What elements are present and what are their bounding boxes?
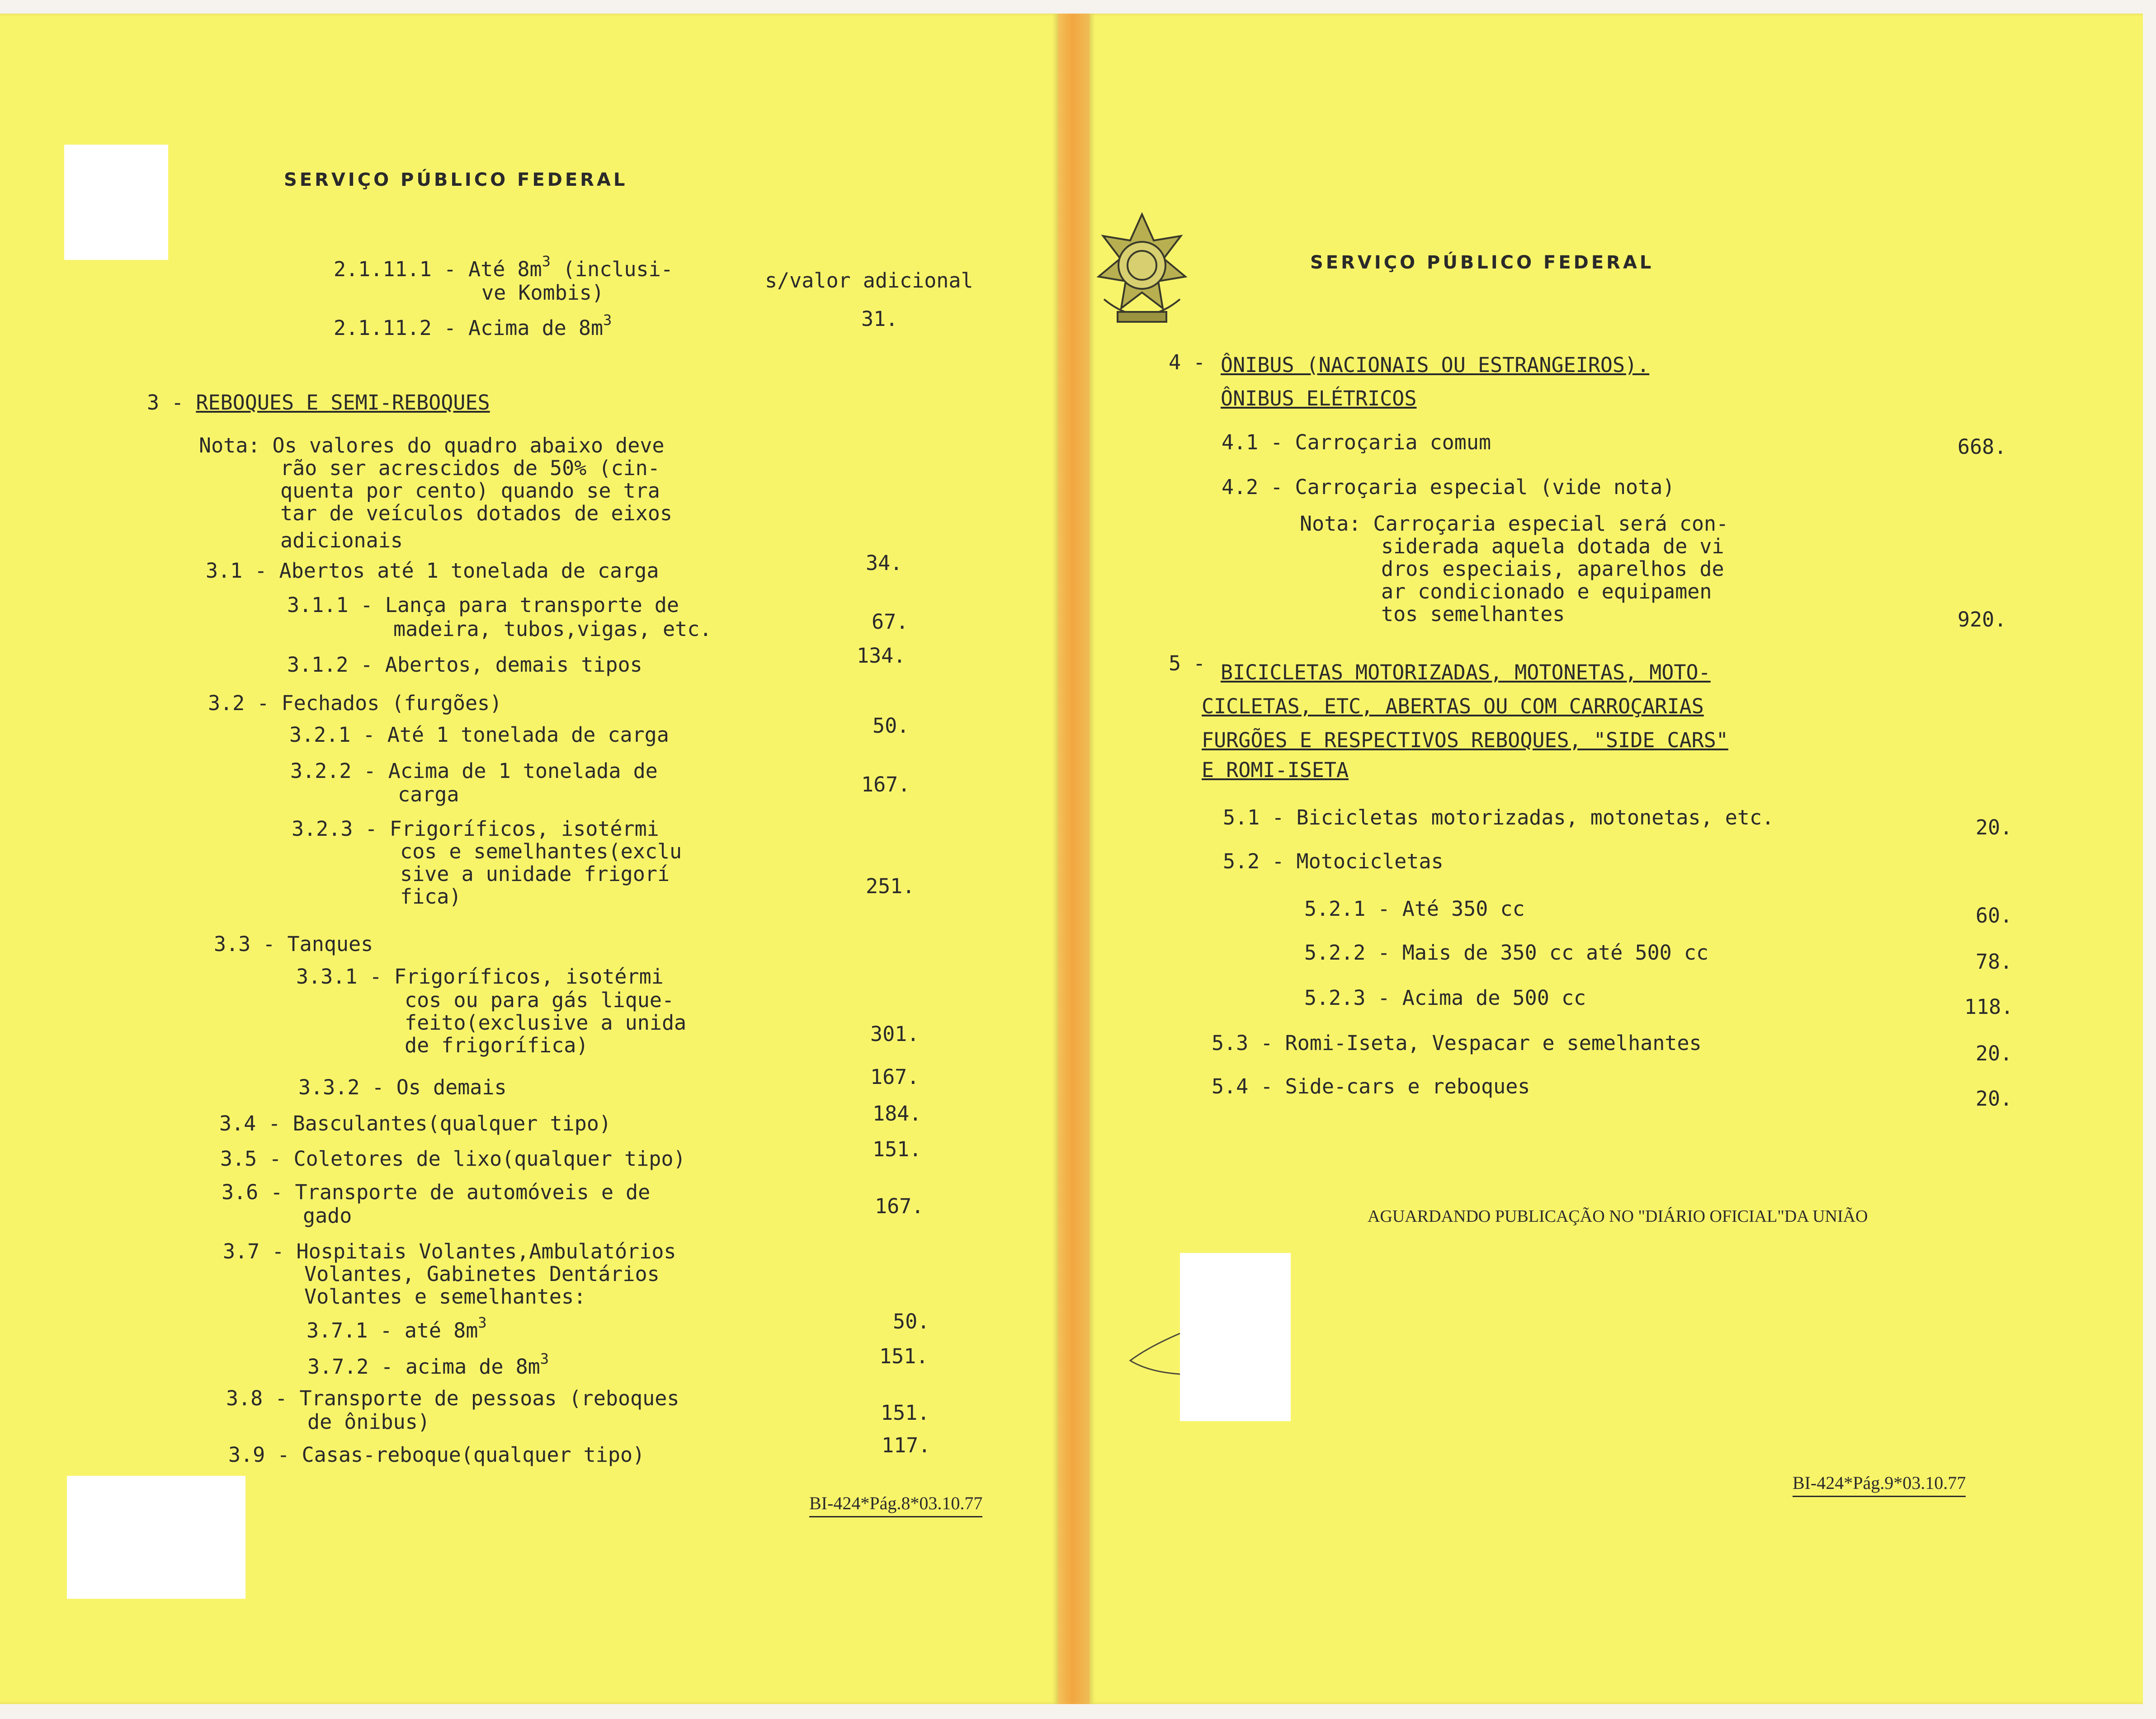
- item-3-8: 3.8 - Transporte de pessoas (reboques: [226, 1386, 679, 1410]
- row-text: 2.1.11.1 - Até 8m: [334, 257, 542, 281]
- section-4-title: ÔNIBUS (NACIONAIS OU ESTRANGEIROS).: [1221, 353, 1650, 377]
- item-value: 67.: [872, 610, 909, 634]
- item-text: 3.7.2 - acima de 8m: [307, 1355, 540, 1379]
- coat-of-arms-icon: [1086, 209, 1198, 331]
- item-3-3: 3.3 - Tanques: [214, 932, 373, 956]
- row-text: (inclusi-: [550, 257, 673, 281]
- item-3-7-1: [307, 1314, 487, 1344]
- item-value: 78.: [1976, 950, 2013, 974]
- item-3-2-1: 3.2.1 - Até 1 tonelada de carga: [289, 723, 669, 747]
- nota-line: rão ser acrescidos de 50% (cin-: [280, 456, 660, 480]
- item-4-1: 4.1 - Carroçaria comum: [1222, 430, 1491, 454]
- section-4-number: 4 -: [1169, 350, 1206, 374]
- superscript: 3: [542, 253, 551, 270]
- item-3-3-2: 3.3.2 - Os demais: [298, 1075, 507, 1099]
- redaction-box: [1180, 1253, 1291, 1421]
- item-3-7: 3.7 - Hospitais Volantes,Ambulatórios: [223, 1239, 676, 1263]
- section-3-title: [147, 391, 490, 414]
- nota-line: adicionais: [280, 528, 403, 552]
- nota-line: quenta por cento) quando se tra: [280, 479, 660, 503]
- item-3-2-2: 3.2.2 - Acima de 1 tonelada de: [290, 759, 658, 783]
- item-3-7-cont: Volantes, Gabinetes Dentários: [304, 1262, 660, 1286]
- item-value: 118.: [1964, 995, 2014, 1019]
- item-3-3-1-cont: cos ou para gás lique-: [405, 988, 675, 1012]
- item-3-5: 3.5 - Coletores de lixo(qualquer tipo): [220, 1147, 686, 1171]
- nota-line: siderada aquela dotada de vi: [1381, 534, 1724, 558]
- item-3-3-1: 3.3.1 - Frigoríficos, isotérmi: [296, 965, 664, 989]
- item-4-2: 4.2 - Carroçaria especial (vide nota): [1222, 475, 1675, 499]
- item-value: 301.: [870, 1022, 920, 1046]
- item-text: 3.7.1 - até 8m: [307, 1319, 478, 1342]
- item-3-3-1-cont: de frigorífica): [405, 1033, 589, 1057]
- page-header: SERVIÇO PÚBLICO FEDERAL: [1310, 252, 1654, 273]
- item-5-2: 5.2 - Motocicletas: [1223, 849, 1444, 873]
- item-value: 50.: [893, 1309, 930, 1333]
- row-text: 2.1.11.2 - Acima de 8m: [334, 316, 604, 340]
- nota-line: tar de veículos dotados de eixos: [280, 501, 672, 525]
- nota-line: dros especiais, aparelhos de: [1381, 557, 1724, 581]
- page-footer: BI-424*Pág.9*03.10.77: [1793, 1471, 1966, 1497]
- item-3-2-3: 3.2.3 - Frigoríficos, isotérmi: [292, 817, 659, 841]
- row-value: 31.: [861, 307, 898, 331]
- item-value: 20.: [1976, 1087, 2013, 1111]
- row-2-1-11-1: [334, 253, 673, 283]
- item-3-1: 3.1 - Abertos até 1 tonelada de carga: [206, 559, 659, 583]
- item-3-1-1-cont: madeira, tubos,vigas, etc.: [393, 617, 712, 641]
- item-value: 34.: [866, 551, 903, 575]
- item-value: 920.: [1958, 608, 2007, 631]
- redaction-box: [64, 145, 168, 260]
- item-5-2-3: 5.2.3 - Acima de 500 cc: [1304, 986, 1586, 1010]
- item-3-2-2-cont: carga: [398, 782, 459, 806]
- item-value: 167.: [875, 1194, 924, 1218]
- section-5-number: 5 -: [1169, 651, 1206, 675]
- section-5-title: E ROMI-ISETA: [1202, 758, 1349, 782]
- item-3-9: 3.9 - Casas-reboque(qualquer tipo): [228, 1443, 645, 1467]
- row-2-1-11-2: [334, 311, 612, 342]
- item-value: 167.: [870, 1065, 920, 1089]
- item-3-2-3-cont: fica): [400, 885, 462, 909]
- item-3-6-cont: gado: [303, 1204, 352, 1228]
- item-3-3-1-cont: feito(exclusive a unida: [405, 1011, 687, 1035]
- item-3-2: 3.2 - Fechados (furgões): [208, 691, 502, 715]
- superscript: 3: [540, 1350, 549, 1367]
- page-footer: BI-424*Pág.8*03.10.77: [809, 1492, 982, 1517]
- section-4-title: ÔNIBUS ELÉTRICOS: [1221, 386, 1417, 410]
- item-5-2-2: 5.2.2 - Mais de 350 cc até 500 cc: [1304, 941, 1709, 965]
- item-value: 20.: [1976, 815, 2013, 839]
- signature-stroke: [1121, 1329, 1184, 1379]
- item-5-1: 5.1 - Bicicletas motorizadas, motonetas, etc.: [1223, 805, 1774, 829]
- item-3-6: 3.6 - Transporte de automóveis e de: [222, 1180, 651, 1204]
- item-value: 151.: [873, 1137, 922, 1161]
- row-2-1-11-1-cont: ve Kombis): [481, 281, 604, 305]
- item-5-4: 5.4 - Side-cars e reboques: [1212, 1074, 1530, 1098]
- nota-line: Nota: Carroçaria especial será con-: [1300, 512, 1729, 536]
- nota-line: Nota: Os valores do quadro abaixo deve: [199, 433, 665, 457]
- section-5-title: CICLETAS, ETC, ABERTAS OU COM CARROÇARIAS: [1202, 694, 1704, 718]
- item-value: 167.: [861, 772, 911, 796]
- item-3-8-cont: de ônibus): [307, 1410, 430, 1434]
- nota-line: ar condicionado e equipamen: [1381, 579, 1712, 603]
- item-value: 60.: [1976, 904, 2013, 928]
- item-value: 117.: [882, 1433, 931, 1457]
- item-5-3: 5.3 - Romi-Iseta, Vespacar e semelhantes: [1212, 1031, 1702, 1055]
- section-5-title: FURGÕES E RESPECTIVOS REBOQUES, "SIDE CARS": [1202, 728, 1728, 752]
- item-3-7-2: [307, 1350, 549, 1380]
- item-3-4: 3.4 - Basculantes(qualquer tipo): [219, 1111, 611, 1135]
- publication-notice: AGUARDANDO PUBLICAÇÃO NO "DIÁRIO OFICIAL"DA UNIÃO: [1368, 1207, 1868, 1226]
- superscript: 3: [478, 1314, 487, 1331]
- section-5-title: BICICLETAS MOTORIZADAS, MOTONETAS, MOTO-: [1221, 660, 1711, 684]
- nota-line: tos semelhantes: [1381, 602, 1565, 626]
- item-value: 251.: [866, 874, 915, 898]
- item-value: 151.: [879, 1344, 929, 1368]
- item-5-2-1: 5.2.1 - Até 350 cc: [1304, 897, 1525, 921]
- item-3-7-cont: Volantes e semelhantes:: [304, 1285, 586, 1309]
- row-value: s/valor adicional: [765, 268, 973, 292]
- page-header: SERVIÇO PÚBLICO FEDERAL: [284, 170, 628, 190]
- item-value: 134.: [857, 644, 906, 668]
- item-3-2-3-cont: cos e semelhantes(exclu: [400, 839, 682, 863]
- item-3-2-3-cont: sive a unidade frigorí: [400, 862, 670, 886]
- item-value: 668.: [1958, 435, 2007, 459]
- item-value: 20.: [1976, 1041, 2013, 1065]
- item-value: 50.: [873, 714, 910, 738]
- item-3-1-2: 3.1.2 - Abertos, demais tipos: [287, 653, 642, 677]
- section-number: 3 -: [147, 391, 196, 414]
- item-value: 184.: [873, 1102, 922, 1126]
- redaction-box: [67, 1476, 245, 1599]
- superscript: 3: [603, 311, 612, 329]
- item-3-1-1: 3.1.1 - Lança para transporte de: [287, 593, 679, 617]
- page-gutter: [1058, 14, 1090, 1704]
- item-value: 151.: [881, 1401, 930, 1425]
- section-title: REBOQUES E SEMI-REBOQUES: [196, 391, 490, 414]
